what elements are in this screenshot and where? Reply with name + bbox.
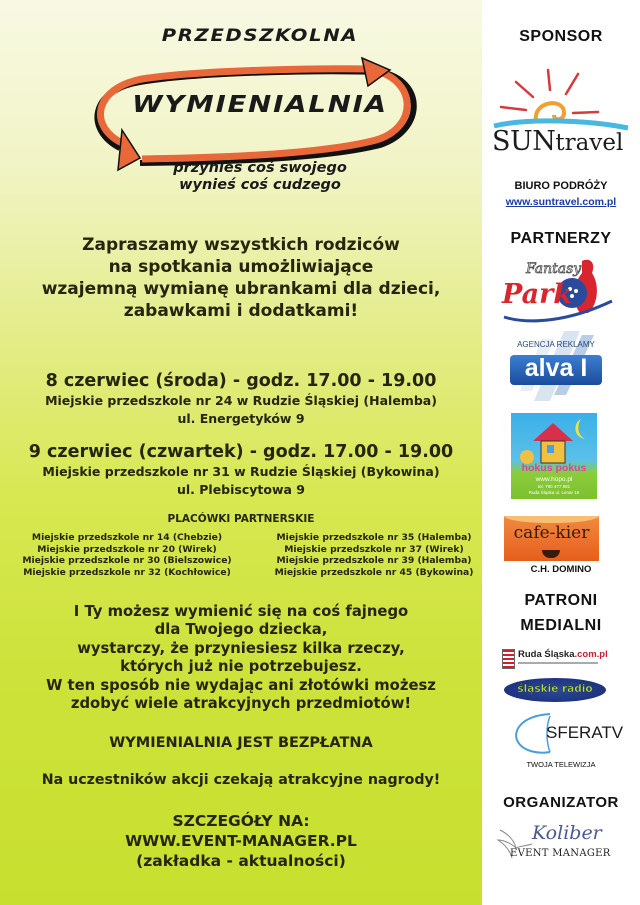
ruda-slaska-suffix: .com.pl <box>574 649 608 660</box>
event-date-time: 8 czerwiec (środa) - godz. 17.00 - 19.00 <box>45 371 437 391</box>
hokus-pokus-logo <box>511 413 597 499</box>
cafe-kier-caption: C.H. DOMINO <box>530 564 592 575</box>
logo-title-top: PRZEDSZKOLNA <box>161 26 359 46</box>
event-place: Miejskie przedszkole nr 31 w Rudzie Śląskiej (Bykowina) <box>42 464 440 479</box>
slaskie-radio-name: śląskie radio <box>517 683 593 695</box>
park-text: Park <box>502 279 573 310</box>
body-line: których już nie potrzebujesz. <box>120 658 362 676</box>
coat-of-arms-icon <box>502 649 515 669</box>
partner-item: Miejskie przedszkole nr 39 (Halemba) <box>276 555 472 566</box>
details-block <box>0 811 482 871</box>
event-address: ul. Plebiscytowa 9 <box>176 482 306 497</box>
free-entry-note: WYMIENIALNIA JEST BEZPŁATNA <box>109 735 373 751</box>
koliber-logo <box>492 822 632 866</box>
organizer-heading: ORGANIZATOR <box>503 794 619 811</box>
koliber-tagline: EVENT MANAGER <box>510 848 611 859</box>
fantasy-park-logo <box>500 255 620 327</box>
partner-item: Miejskie przedszkole nr 30 (Bielszowice) <box>22 555 232 566</box>
partner-item: Miejskie przedszkole nr 32 (Kochłowice) <box>23 566 231 578</box>
partner-item: Miejskie przedszkole nr 37 (Wirek) <box>284 543 464 555</box>
sfera-tv-logo <box>510 712 624 756</box>
slaskie-radio-logo <box>504 678 606 702</box>
intro-line: Zapraszamy wszystkich rodziców <box>82 235 400 255</box>
wymienialnia-logo <box>80 20 440 200</box>
fantasy-text: Fantasy <box>526 261 582 277</box>
partner-item: Miejskie przedszkole nr 14 (Chebzie) <box>31 532 223 543</box>
intro-line: zabawkami i dodatkami! <box>123 301 359 321</box>
body-line: zdobyć wiele atrakcyjnych przedmiotów! <box>70 695 412 713</box>
event-place: Miejskie przedszkole nr 24 w Rudzie Śląskiej (Halemba) <box>45 393 437 408</box>
details-tab-hint: (zakładka - aktualności) <box>136 852 346 870</box>
logo-title-main: WYMIENIALNIA <box>132 92 388 118</box>
media-heading-line-2: MEDIALNI <box>520 617 602 634</box>
body-line: dla Twojego dziecka, <box>154 621 328 639</box>
details-heading: SZCZEGÓŁY NA: <box>172 812 310 830</box>
sponsor-subtitle: BIURO PODRÓŻY <box>514 180 608 192</box>
partner-institutions-list <box>0 532 482 582</box>
event-1 <box>0 370 482 428</box>
intro-line: na spotkania umożliwiające <box>108 257 374 277</box>
suntravel-sun-text: SUN <box>492 126 556 157</box>
body-line: I Ty możesz wymienić się na coś fajnego <box>73 603 409 620</box>
logo-slogan <box>80 160 440 194</box>
hokus-pokus-url: www.hopo.pl <box>535 476 573 483</box>
partner-column-left <box>18 532 236 578</box>
partner-item: Miejskie przedszkole nr 20 (Wirek) <box>37 543 217 555</box>
media-heading-line-1: PATRONI <box>524 592 598 609</box>
hokus-pokus-name: hokus pokus <box>521 462 587 474</box>
hokus-pokus-address: Ruda Śląska ul. Lenar 16 <box>528 490 580 495</box>
event-address: ul. Energetyków 9 <box>177 411 305 426</box>
body-paragraph <box>0 603 482 713</box>
sponsor-url-link[interactable]: www.suntravel.com.pl <box>505 196 617 208</box>
sponsor-heading: SPONSOR <box>519 28 603 45</box>
body-line: wystarczy, że przyniesiesz kilka rzeczy, <box>77 639 405 657</box>
ruda-slaska-logo <box>502 647 612 671</box>
body-line: W ten sposób nie wydając ani złotówki możesz <box>46 676 436 694</box>
partner-institutions-title: PLACÓWKI PARTNERSKIE <box>167 513 315 525</box>
details-url[interactable]: WWW.EVENT-MANAGER.PL <box>125 832 357 850</box>
koliber-name: Koliber <box>532 822 602 844</box>
partners-heading: PARTNERZY <box>510 230 612 247</box>
intro-line: wzajemną wymianę ubrankami dla dzieci, <box>41 279 441 299</box>
event-2 <box>0 441 482 499</box>
event-date-time: 9 czerwiec (czwartek) - godz. 17.00 - 19.00 <box>28 442 454 462</box>
partner-item: Miejskie przedszkole nr 45 (Bykowina) <box>274 566 474 578</box>
partner-item: Miejskie przedszkole nr 35 (Halemba) <box>276 532 472 543</box>
alva-agency-logo <box>510 325 602 403</box>
cafe-kier-logo <box>504 516 599 561</box>
alva-main-text: alva I <box>524 354 588 382</box>
coffee-cup-icon <box>542 550 560 558</box>
ruda-slaska-name: Ruda Śląska <box>518 649 575 660</box>
slogan-line-1: przynieś coś swojego <box>173 160 347 176</box>
slogan-line-2: wynieś coś cudzego <box>179 177 341 193</box>
intro-paragraph <box>0 234 482 322</box>
sfera-tv-tagline: TWOJA TELEWIZJA <box>526 760 596 769</box>
sfera-tv-name: SFERATV <box>546 723 624 742</box>
partner-column-right <box>272 532 476 578</box>
suntravel-travel-text: travel <box>555 130 624 156</box>
sponsors-sidebar <box>482 0 640 905</box>
suntravel-logo <box>488 62 636 162</box>
hokus-pokus-phone: tel. 790 477 881 <box>537 484 571 489</box>
cafe-kier-name: cafe-kier <box>513 523 590 543</box>
prizes-note: Na uczestników akcji czekają atrakcyjne nagrody! <box>41 772 441 788</box>
alva-agency-text: AGENCJA REKLAMY <box>517 340 595 349</box>
